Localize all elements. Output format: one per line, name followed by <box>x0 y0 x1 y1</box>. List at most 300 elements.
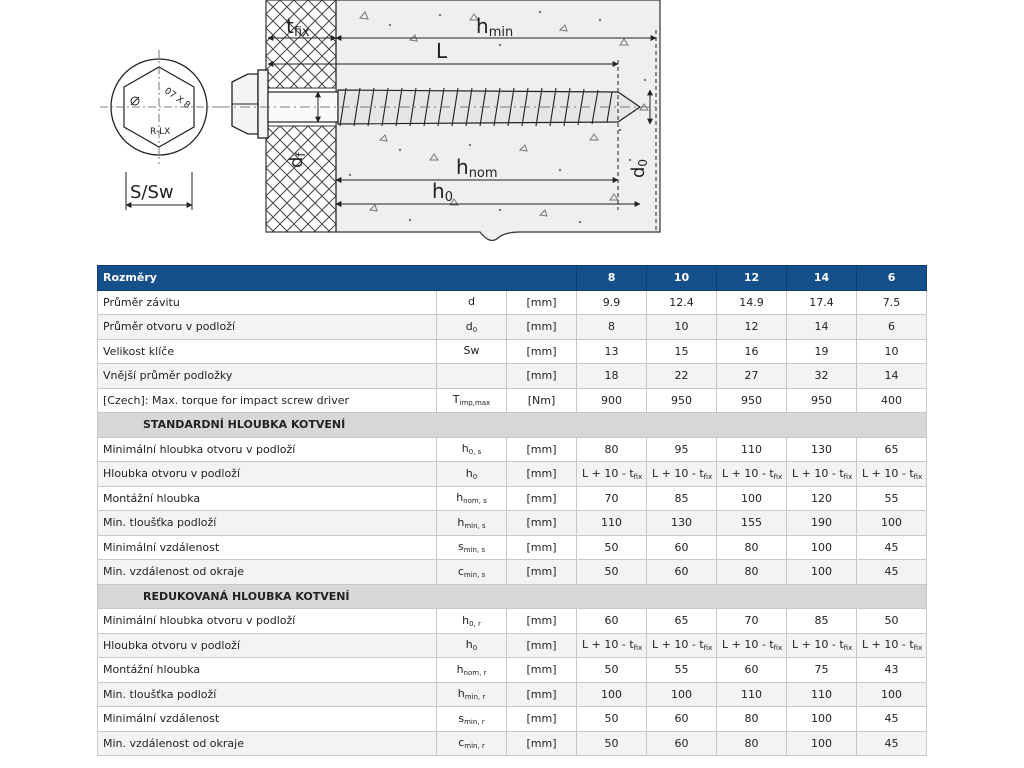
row-value <box>577 535 647 560</box>
value-main: 10 <box>884 344 899 358</box>
row-symbol <box>437 560 507 585</box>
row-value <box>647 560 717 585</box>
value-main: L + 10 - t <box>582 638 634 652</box>
row-unit: [mm] <box>507 290 577 315</box>
table-row <box>98 560 927 585</box>
value-main: 27 <box>744 369 759 383</box>
value-main: L + 10 - t <box>582 466 634 480</box>
value-main: 12 <box>744 320 759 334</box>
value-main: 6 <box>888 320 896 334</box>
table-row <box>98 633 927 658</box>
size-column-header: 14 <box>787 266 857 291</box>
row-value <box>787 462 857 487</box>
row-value <box>787 486 857 511</box>
row-value <box>717 511 787 536</box>
row-value <box>717 707 787 732</box>
row-value <box>717 388 787 413</box>
value-main: 43 <box>884 663 899 677</box>
row-symbol <box>437 290 507 315</box>
symbol-main: c <box>457 564 464 578</box>
section-heading-row <box>98 584 927 609</box>
symbol-main: h <box>457 687 465 701</box>
row-value <box>717 364 787 389</box>
value-subscript: fix <box>843 644 853 653</box>
value-main: 950 <box>741 393 763 407</box>
value-main: 950 <box>811 393 833 407</box>
value-main: 100 <box>741 491 763 505</box>
row-unit: [mm] <box>507 364 577 389</box>
value-main: 50 <box>604 712 619 726</box>
row-value <box>787 707 857 732</box>
symbol-subscript: min, r <box>464 693 486 702</box>
value-main: 110 <box>601 516 623 530</box>
value-subscript: fix <box>703 644 713 653</box>
row-unit: [mm] <box>507 609 577 634</box>
value-main: 155 <box>741 516 763 530</box>
row-value <box>787 560 857 585</box>
value-main: L + 10 - t <box>652 638 704 652</box>
value-main: 950 <box>671 393 693 407</box>
row-value <box>647 437 717 462</box>
symbol-subscript: min, s <box>464 521 486 530</box>
section-heading-row <box>98 413 927 438</box>
row-label: Průměr otvoru v podloží <box>98 315 437 340</box>
row-value <box>647 535 717 560</box>
row-symbol <box>437 339 507 364</box>
size-column-header: 12 <box>717 266 787 291</box>
row-value <box>647 633 717 658</box>
row-value <box>647 462 717 487</box>
row-label: Min. vzdálenost od okraje <box>98 560 437 585</box>
row-symbol <box>437 682 507 707</box>
symbol-main: h <box>465 466 473 480</box>
symbol-main: h <box>462 613 470 627</box>
value-main: 7.5 <box>882 295 901 309</box>
head-marking-size: 07 X 8 <box>162 86 192 112</box>
row-symbol <box>437 437 507 462</box>
row-value <box>717 535 787 560</box>
row-value <box>647 486 717 511</box>
value-main: 110 <box>741 687 763 701</box>
value-main: 32 <box>814 369 829 383</box>
value-main: 12.4 <box>669 295 694 309</box>
value-subscript: fix <box>773 644 783 653</box>
value-main: 9.9 <box>602 295 621 309</box>
row-label: Hloubka otvoru v podloží <box>98 462 437 487</box>
value-main: 80 <box>604 442 619 456</box>
row-value <box>577 315 647 340</box>
value-main: 400 <box>881 393 903 407</box>
value-main: 70 <box>744 614 759 628</box>
row-symbol <box>437 535 507 560</box>
value-main: L + 10 - t <box>722 466 774 480</box>
row-value <box>787 609 857 634</box>
value-main: 19 <box>814 344 829 358</box>
value-subscript: fix <box>843 472 853 481</box>
value-main: 65 <box>884 442 899 456</box>
row-value <box>717 437 787 462</box>
row-unit: [Nm] <box>507 388 577 413</box>
value-main: 100 <box>881 516 903 530</box>
row-value <box>647 682 717 707</box>
value-main: 110 <box>741 442 763 456</box>
row-value <box>787 658 857 683</box>
value-main: 85 <box>674 491 689 505</box>
table-row <box>98 609 927 634</box>
value-main: 70 <box>604 491 619 505</box>
symbol-main: s <box>458 711 465 725</box>
row-symbol <box>437 462 507 487</box>
row-value <box>717 731 787 756</box>
row-unit: [mm] <box>507 658 577 683</box>
symbol-subscript: nom, r <box>463 668 487 677</box>
value-subscript: fix <box>703 472 713 481</box>
value-main: 100 <box>601 687 623 701</box>
value-main: 80 <box>744 565 759 579</box>
row-unit: [mm] <box>507 437 577 462</box>
value-main: L + 10 - t <box>792 466 844 480</box>
row-value <box>577 731 647 756</box>
row-value <box>787 731 857 756</box>
symbol-subscript: imp,max <box>459 399 491 408</box>
symbol-subscript: 0, s <box>468 448 482 457</box>
row-value <box>647 388 717 413</box>
row-label: Průměr závitu <box>98 290 437 315</box>
row-value <box>787 339 857 364</box>
symbol-main: s <box>457 540 464 554</box>
value-main: 18 <box>604 369 619 383</box>
value-subscript: fix <box>633 472 643 481</box>
value-main: 80 <box>744 736 759 750</box>
table-row <box>98 707 927 732</box>
row-symbol <box>437 486 507 511</box>
row-value <box>857 462 927 487</box>
value-main: 110 <box>811 687 833 701</box>
symbol-subscript: 0 <box>472 644 478 653</box>
row-value <box>577 437 647 462</box>
row-value <box>647 315 717 340</box>
value-main: 80 <box>744 712 759 726</box>
row-unit: [mm] <box>507 682 577 707</box>
row-value <box>857 339 927 364</box>
row-unit: [mm] <box>507 707 577 732</box>
row-value <box>857 731 927 756</box>
table-row <box>98 511 927 536</box>
label-s-sw: S/Sw <box>130 182 174 203</box>
value-main: 60 <box>744 663 759 677</box>
row-value <box>857 364 927 389</box>
value-main: 15 <box>674 344 689 358</box>
label-hmin: hmin <box>476 14 514 40</box>
symbol-subscript: min, s <box>463 570 486 579</box>
row-unit: [mm] <box>507 633 577 658</box>
value-main: L + 10 - t <box>792 638 844 652</box>
row-value <box>717 315 787 340</box>
row-label: Montážní hloubka <box>98 486 437 511</box>
row-value <box>857 658 927 683</box>
symbol-subscript: 0, r <box>469 619 481 628</box>
row-value <box>857 609 927 634</box>
row-value <box>577 462 647 487</box>
row-value <box>857 315 927 340</box>
symbol-main: h <box>456 662 464 676</box>
symbol-main: c <box>458 736 465 750</box>
label-df: df <box>286 152 308 168</box>
value-main: 60 <box>674 712 689 726</box>
row-label: Minimální vzdálenost <box>98 707 437 732</box>
row-label: Minimální hloubka otvoru v podloží <box>98 437 437 462</box>
value-main: 65 <box>674 614 689 628</box>
table-row <box>98 364 927 389</box>
row-value <box>577 609 647 634</box>
row-symbol <box>437 388 507 413</box>
row-value <box>647 339 717 364</box>
symbol-subscript: min, r <box>464 717 485 726</box>
table-header-row <box>98 266 927 291</box>
value-main: 190 <box>811 516 833 530</box>
label-hnom: hnom <box>456 155 498 181</box>
value-main: 8 <box>608 320 616 334</box>
row-unit: [mm] <box>507 511 577 536</box>
value-main: 900 <box>601 393 623 407</box>
row-unit: [mm] <box>507 560 577 585</box>
value-main: 130 <box>811 442 833 456</box>
value-main: 50 <box>604 663 619 677</box>
row-value <box>857 388 927 413</box>
value-main: 14 <box>884 369 899 383</box>
value-main: 14.9 <box>739 295 764 309</box>
row-value <box>717 339 787 364</box>
row-symbol <box>437 609 507 634</box>
row-value <box>647 609 717 634</box>
value-main: 100 <box>811 712 833 726</box>
value-main: 100 <box>811 540 833 554</box>
row-symbol <box>437 658 507 683</box>
row-label: Minimální vzdálenost <box>98 535 437 560</box>
row-label: [Czech]: Max. torque for impact screw driver <box>98 388 437 413</box>
label-d0: d0 <box>628 158 650 178</box>
row-value <box>787 633 857 658</box>
row-value <box>717 609 787 634</box>
row-value <box>857 682 927 707</box>
value-main: L + 10 - t <box>862 638 914 652</box>
value-main: 45 <box>884 565 899 579</box>
row-value <box>577 633 647 658</box>
row-value <box>577 364 647 389</box>
value-main: 10 <box>674 320 689 334</box>
value-main: 60 <box>674 736 689 750</box>
table-row <box>98 339 927 364</box>
value-main: 75 <box>814 663 829 677</box>
row-symbol <box>437 731 507 756</box>
symbol-subscript: min, r <box>464 742 485 751</box>
size-column-header: 8 <box>577 266 647 291</box>
row-unit: [mm] <box>507 315 577 340</box>
row-value <box>647 364 717 389</box>
row-value <box>717 658 787 683</box>
row-symbol <box>437 511 507 536</box>
row-symbol <box>437 364 507 389</box>
table-row <box>98 535 927 560</box>
row-value <box>577 486 647 511</box>
value-main: L + 10 - t <box>862 466 914 480</box>
row-value <box>787 315 857 340</box>
value-main: 130 <box>671 516 693 530</box>
row-value <box>787 535 857 560</box>
value-main: 120 <box>811 491 833 505</box>
value-main: 50 <box>884 614 899 628</box>
row-label: Min. vzdálenost od okraje <box>98 731 437 756</box>
section-heading: STANDARDNÍ HLOUBKA KOTVENÍ <box>98 413 927 438</box>
table-row <box>98 731 927 756</box>
row-unit: [mm] <box>507 486 577 511</box>
row-value <box>787 364 857 389</box>
value-main: 80 <box>744 540 759 554</box>
symbol-main: h <box>457 515 465 529</box>
row-value <box>717 682 787 707</box>
row-value <box>857 290 927 315</box>
value-main: 95 <box>674 442 689 456</box>
value-main: 45 <box>884 540 899 554</box>
row-label: Velikost klíče <box>98 339 437 364</box>
value-subscript: fix <box>913 472 923 481</box>
row-value <box>787 511 857 536</box>
symbol-main: Sw <box>463 344 480 358</box>
row-value <box>857 707 927 732</box>
symbol-subscript: min, s <box>463 546 486 555</box>
symbol-subscript: 0 <box>472 472 478 481</box>
row-value <box>857 511 927 536</box>
value-main: 13 <box>604 344 619 358</box>
row-symbol <box>437 315 507 340</box>
row-value <box>787 682 857 707</box>
row-value <box>577 658 647 683</box>
symbol-main: d <box>468 295 475 309</box>
row-value <box>787 437 857 462</box>
row-unit: [mm] <box>507 339 577 364</box>
row-value <box>577 560 647 585</box>
value-main: 60 <box>674 565 689 579</box>
row-value <box>857 633 927 658</box>
value-main: 14 <box>814 320 829 334</box>
symbol-subscript: 0 <box>472 325 478 334</box>
value-subscript: fix <box>913 644 923 653</box>
label-h0: h0 <box>432 179 453 205</box>
value-main: L + 10 - t <box>652 466 704 480</box>
value-main: L + 10 - t <box>722 638 774 652</box>
size-column-header: 6 <box>857 266 927 291</box>
symbol-main: h <box>456 491 464 505</box>
row-value <box>577 511 647 536</box>
table-row <box>98 486 927 511</box>
value-main: 100 <box>881 687 903 701</box>
symbol-main: h <box>461 442 469 456</box>
row-value <box>647 658 717 683</box>
table-row <box>98 658 927 683</box>
technical-drawing <box>0 0 1024 260</box>
value-main: 100 <box>811 736 833 750</box>
table-row <box>98 462 927 487</box>
row-value <box>857 535 927 560</box>
value-main: 50 <box>604 736 619 750</box>
row-label: Minimální hloubka otvoru v podloží <box>98 609 437 634</box>
row-label: Hloubka otvoru v podloží <box>98 633 437 658</box>
row-symbol <box>437 707 507 732</box>
value-main: 60 <box>604 614 619 628</box>
value-subscript: fix <box>633 644 643 653</box>
row-value <box>647 511 717 536</box>
row-label: Vnější průměr podložky <box>98 364 437 389</box>
table-row <box>98 437 927 462</box>
symbol-main: d <box>465 319 473 333</box>
value-main: 50 <box>604 540 619 554</box>
row-value <box>787 290 857 315</box>
row-value <box>577 682 647 707</box>
row-value <box>577 339 647 364</box>
symbol-subscript: nom, s <box>463 497 487 506</box>
table-row <box>98 315 927 340</box>
row-label: Montážní hloubka <box>98 658 437 683</box>
value-main: 100 <box>811 565 833 579</box>
value-main: 17.4 <box>809 295 834 309</box>
row-unit: [mm] <box>507 535 577 560</box>
row-value <box>577 290 647 315</box>
value-main: 85 <box>814 614 829 628</box>
row-value <box>717 290 787 315</box>
value-main: 55 <box>674 663 689 677</box>
row-value <box>647 707 717 732</box>
row-value <box>647 290 717 315</box>
section-heading: REDUKOVANÁ HLOUBKA KOTVENÍ <box>98 584 927 609</box>
head-marking-brand: R-LX <box>150 127 171 137</box>
value-main: 60 <box>674 540 689 554</box>
table-row <box>98 290 927 315</box>
value-subscript: fix <box>773 472 783 481</box>
value-main: 16 <box>744 344 759 358</box>
row-value <box>717 560 787 585</box>
row-value <box>577 707 647 732</box>
label-tfix: tfix <box>286 14 310 40</box>
row-value <box>717 486 787 511</box>
row-value <box>857 560 927 585</box>
value-main: 100 <box>671 687 693 701</box>
size-column-header: 10 <box>647 266 717 291</box>
label-L: L <box>436 39 448 63</box>
symbol-main: T <box>452 393 460 407</box>
table-row <box>98 682 927 707</box>
value-main: 22 <box>674 369 689 383</box>
table-row <box>98 388 927 413</box>
value-main: 55 <box>884 491 899 505</box>
value-main: 50 <box>604 565 619 579</box>
row-value <box>787 388 857 413</box>
value-main: 45 <box>884 736 899 750</box>
row-value <box>717 633 787 658</box>
row-label: Min. tloušťka podloží <box>98 682 437 707</box>
dimensions-table <box>97 265 927 756</box>
row-value <box>717 462 787 487</box>
row-unit: [mm] <box>507 731 577 756</box>
value-main: 45 <box>884 712 899 726</box>
table-title: Rozměry <box>98 266 577 291</box>
symbol-main: h <box>465 638 473 652</box>
row-value <box>857 437 927 462</box>
row-value <box>857 486 927 511</box>
row-unit: [mm] <box>507 462 577 487</box>
row-value <box>647 731 717 756</box>
row-symbol <box>437 633 507 658</box>
row-value <box>577 388 647 413</box>
